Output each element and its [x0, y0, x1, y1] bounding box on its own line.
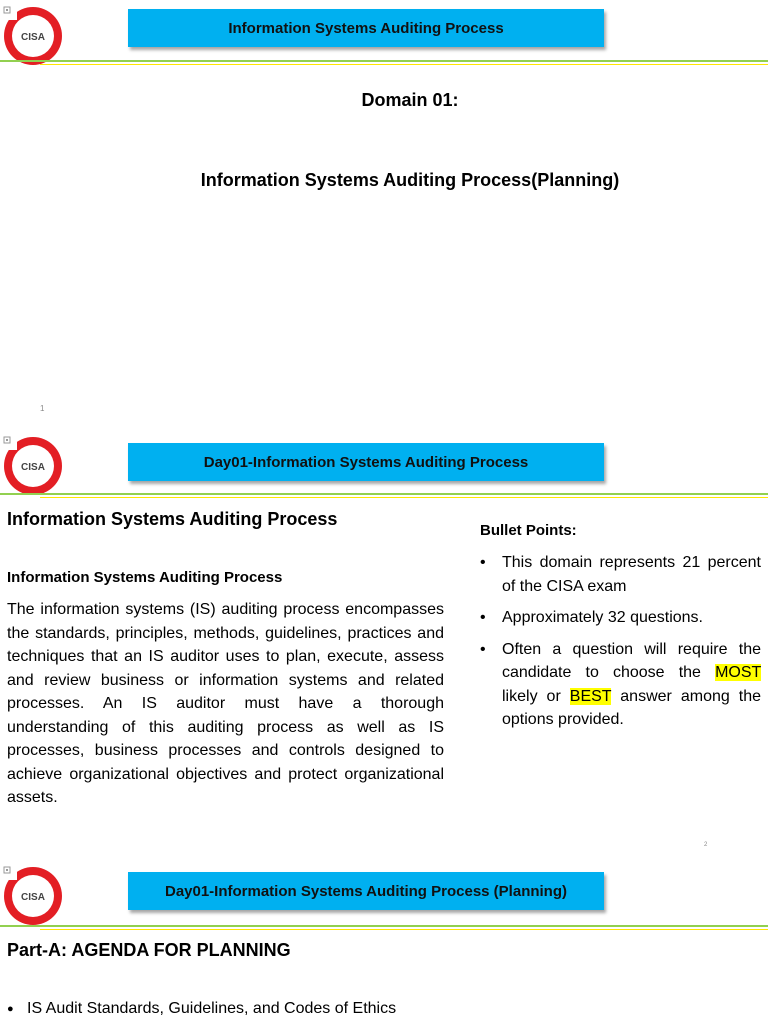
cisa-logo [0, 433, 64, 497]
bullet-text: Approximately 32 questions. [502, 609, 703, 626]
yellow-rule [40, 929, 768, 930]
description-paragraph: The information systems (IS) auditing process encompasses the standards, principles, methods, guidelines, practices and techniques that an IS auditor uses to plan, execute, assess and review business or information systems and related processes. An IS auditor must have a thorough understanding of this auditing process as well as IS processes, business processes and controls designed to achieve organizational objectives and protect organizational assets. [7, 601, 444, 806]
bullet-item [480, 551, 761, 598]
highlight-most: MOST [715, 664, 761, 681]
highlight-best: BEST [569, 687, 612, 705]
bullet-text: answer among the options provided. [502, 687, 762, 728]
green-rule [0, 60, 768, 62]
slide-3-banner: Day01-Information Systems Auditing Process (Planning) [128, 872, 604, 910]
bullet-text: likely or [502, 687, 561, 705]
cisa-logo-icon [0, 433, 64, 497]
slide-1-banner: Information Systems Auditing Process [128, 9, 604, 47]
cisa-logo [0, 863, 64, 927]
bullet-points-title: Bullet Points: [480, 522, 577, 539]
section-heading: Information Systems Auditing Process [7, 509, 338, 529]
slide-1 [0, 0, 768, 430]
bullet-list [480, 551, 761, 740]
domain-line: Domain 01: [361, 90, 459, 110]
slide-2 [0, 430, 768, 860]
page-number: 1 [40, 404, 45, 413]
bullet-item [480, 638, 761, 732]
yellow-rule [40, 497, 768, 498]
section-subheading: Information Systems Auditing Process [7, 569, 283, 586]
cisa-logo-icon [0, 863, 64, 927]
cisa-logo-text: CISA [21, 892, 45, 903]
cisa-logo-icon [0, 3, 64, 67]
bullet-text: Often a question will require the candidate to choose the [502, 640, 761, 681]
slide-2-banner: Day01-Information Systems Auditing Process [128, 443, 604, 481]
slide-3 [0, 860, 768, 1024]
cisa-logo-text: CISA [21, 32, 45, 43]
slide-1-title: Information Systems Auditing Process(Planning) [200, 170, 620, 190]
green-rule [0, 925, 768, 927]
green-rule [0, 493, 768, 495]
agenda-item: ● IS Audit Standards, Guidelines, and Codes of Ethics [7, 998, 396, 1020]
agenda-list [7, 998, 396, 1020]
cisa-logo [0, 3, 64, 67]
agenda-title: Part-A: AGENDA FOR PLANNING [7, 940, 291, 960]
bullet-item [480, 606, 761, 630]
cisa-logo-text: CISA [21, 462, 45, 473]
bullet-text: This domain represents 21 percent of the CISA exam [502, 554, 761, 595]
yellow-rule [40, 64, 768, 65]
page-number: 2 [704, 842, 708, 848]
